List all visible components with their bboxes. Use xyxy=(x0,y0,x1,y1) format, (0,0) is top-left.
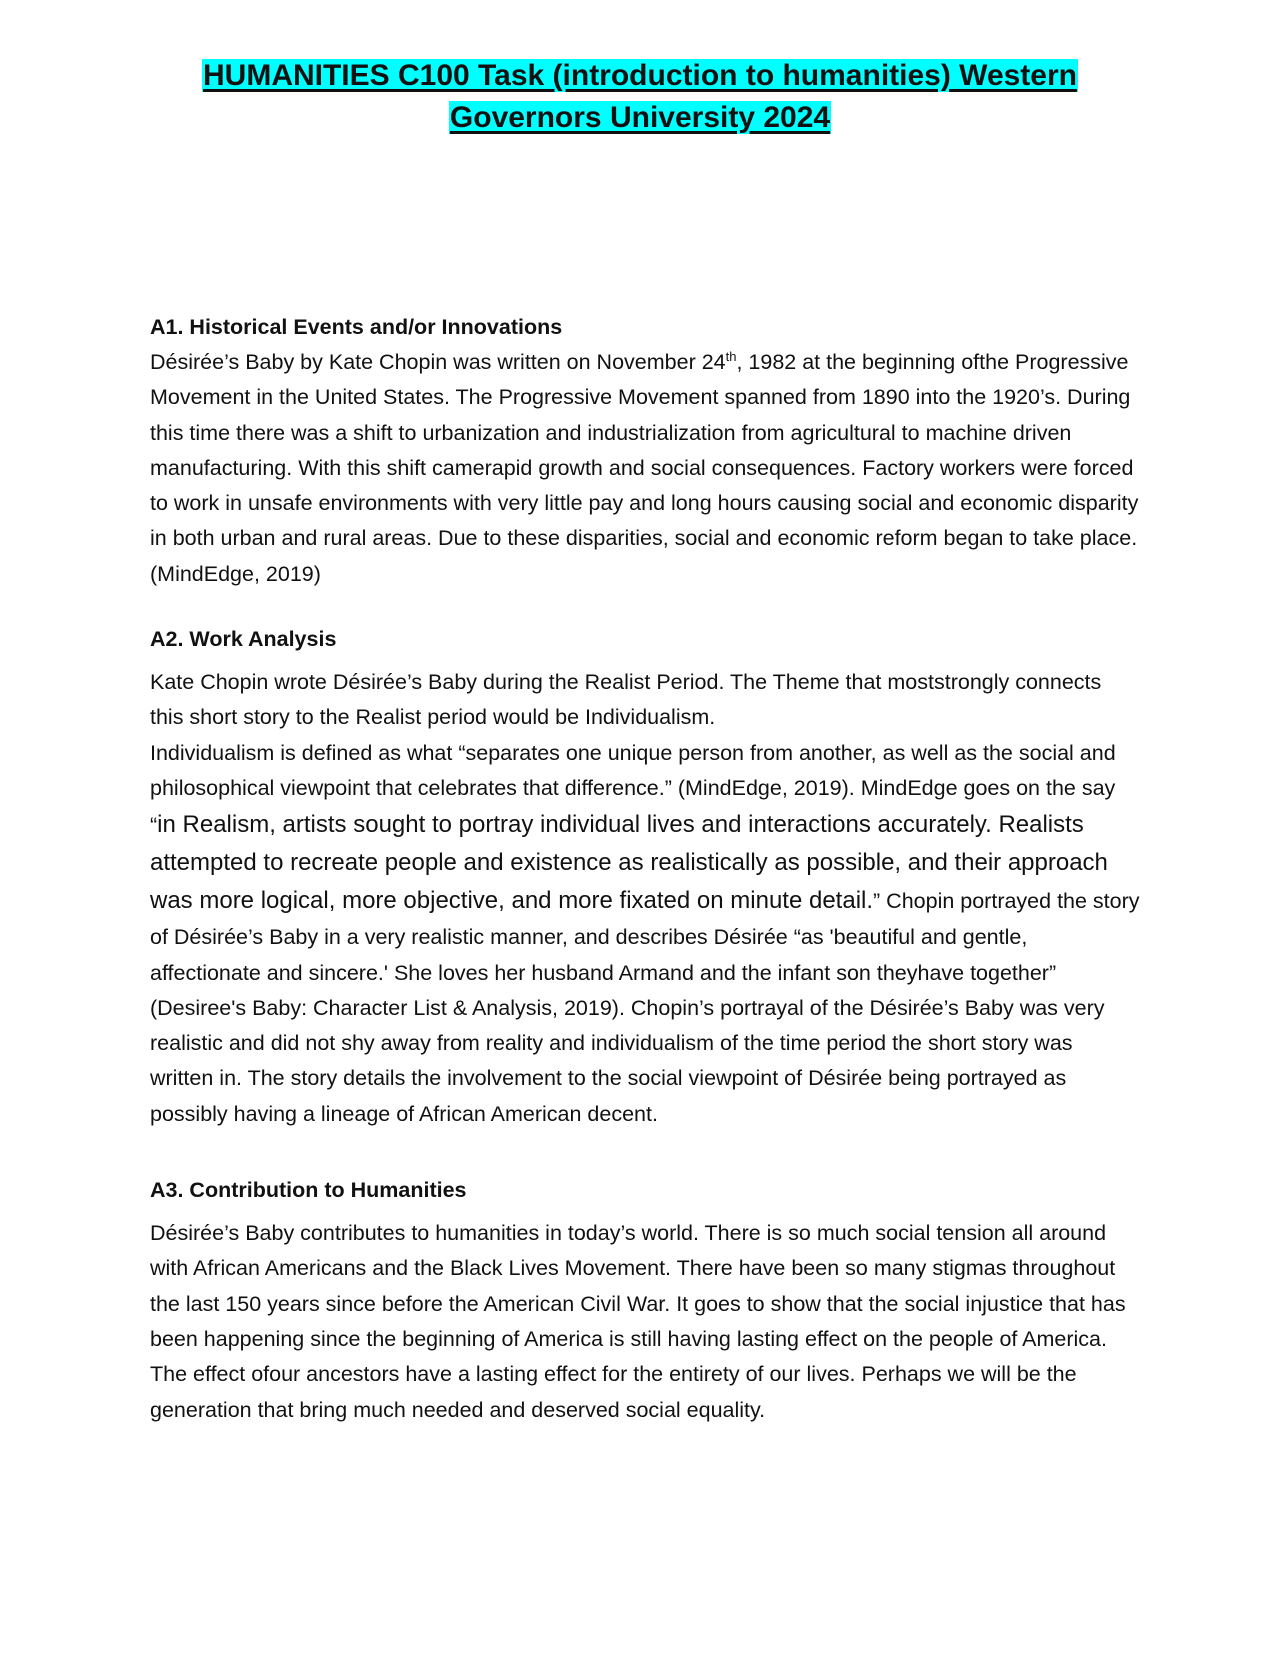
section-a1-paragraph xyxy=(150,345,1140,592)
section-a1-text-start: Désirée’s Baby by Kate Chopin was written on November 24 xyxy=(150,350,726,374)
section-a3 xyxy=(150,1173,1140,1428)
section-a3-paragraph: Désirée’s Baby contributes to humanities in today’s world. There is so much social tension all around with African Americans and the Black Lives Movement. There have been so many stigmas throughout the last 150 years since before the American Civil War. It goes to show that the social injustice that has been happening since the beginning of America is still having lasting effect on the people of America. The effect ofour ancestors have a lasting effect for the entirety of our lives. Perhaps we will be the generation that bring much needed and deserved social equality. xyxy=(150,1221,1126,1422)
document-title xyxy=(0,55,1280,139)
section-a2-paragraph-2 xyxy=(150,736,1140,1132)
document-body xyxy=(150,310,1140,1428)
ordinal-superscript: th xyxy=(725,348,737,364)
title-line-1: HUMANITIES C100 Task (introduction to humanities) Western xyxy=(203,59,1077,92)
realism-quote: in Realism, artists sought to portray individual lives and interactions accurately. Realists attempted to recreate people and existence as realistically as possible, and their approach was more logical, more objective, and more fixated on minute detail. xyxy=(150,811,1108,915)
section-a2-text-end: ” Chopin portrayed the story of Désirée’s Baby in a very realistic manner, and describes Désirée “as 'beautiful and gentle, affectionate and sincere.' She loves her husband Armand and the infant son theyhave together” (Desiree's Baby: Character List & Analysis, 2019). Chopin’s portrayal of the Désirée’s Baby was very realistic and did not shy away from reality and individualism of the time period the short story was written in. The story details the involvement to the social viewpoint of Désirée being portrayed as possibly having a lineage of African American decent. xyxy=(150,889,1140,1126)
section-a1-text-end: , 1982 at the beginning ofthe Progressive Movement in the United States. The Progressive Movement spanned from 1890 into the 1920’s. During this time there was a shift to urbanization and industrialization from agricultural to machine driven manufacturing. With this shift camerapid growth and social consequences. Factory workers were forced to work in unsafe environments with very little pay and long hours causing social and economic disparity in both urban and rural areas. Due to these disparities, social and economic reform began to take place. (MindEdge, 2019) xyxy=(150,350,1139,586)
section-a2-heading: A2. Work Analysis xyxy=(150,627,337,652)
section-a2-paragraph-1: Kate Chopin wrote Désirée’s Baby during the Realist Period. The Theme that moststrongly connects this short story to the Realist period would be Individualism. xyxy=(150,670,1102,730)
section-a1-heading: A1. Historical Events and/or Innovations xyxy=(150,315,563,339)
section-a1 xyxy=(150,310,1140,592)
section-a3-heading: A3. Contribution to Humanities xyxy=(150,1178,467,1203)
section-a2 xyxy=(150,622,1140,1132)
title-line-2: Governors University 2024 xyxy=(449,101,831,134)
section-a2-text-start: Individualism is defined as what “separates one unique person from another, as well as the social and philosophical viewpoint that celebrates that difference.” (MindEdge, 2019). MindEdge goes on the say “ xyxy=(150,740,1116,838)
